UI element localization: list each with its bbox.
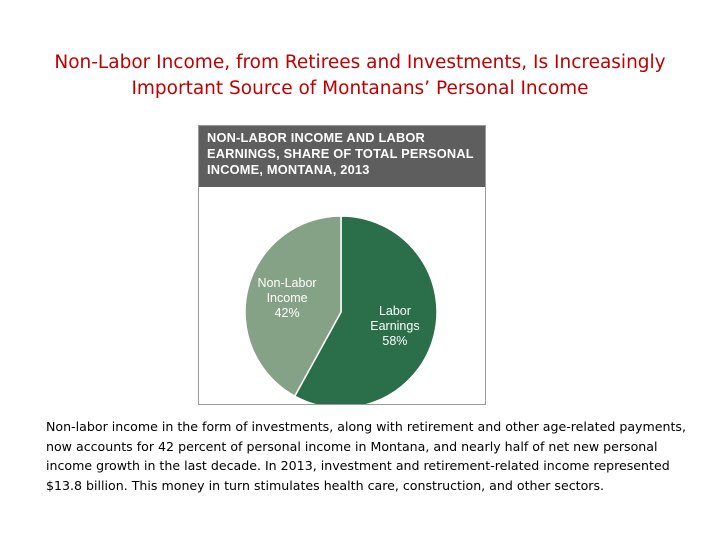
slide-title: Non-Labor Income, from Retirees and Investments, Is Increasingly Important Source of Montanans’ Personal Income: [54, 52, 666, 99]
pie-slice-label-1: Non-Labor: [257, 276, 317, 291]
pie-chart: [199, 187, 485, 404]
pie-slice-label-0: Earnings: [370, 318, 420, 333]
pie-value-label-1: 42%: [274, 306, 300, 321]
chart-header: [199, 126, 485, 187]
chart-title: NON-LABOR INCOME AND LABOR EARNINGS, SHARE OF TOTAL PERSONAL INCOME, MONTANA, 2013: [207, 130, 474, 177]
pie-value-label-0: 58%: [382, 333, 408, 348]
description-paragraph: Non-labor income in the form of investments, along with retirement and other age-related payments, now accounts for 42 percent of personal income in Montana, and nearly half of net new personal income growth in the last decade. In 2013, investment and retirement-related income represented $13.8 billion. This money in turn stimulates health care, construction, and other sectors.: [46, 419, 686, 493]
pie-slice-label-1: Income: [266, 291, 308, 306]
pie-slice-label-0: Labor: [378, 303, 411, 318]
pie-chart-figure: [198, 125, 486, 405]
